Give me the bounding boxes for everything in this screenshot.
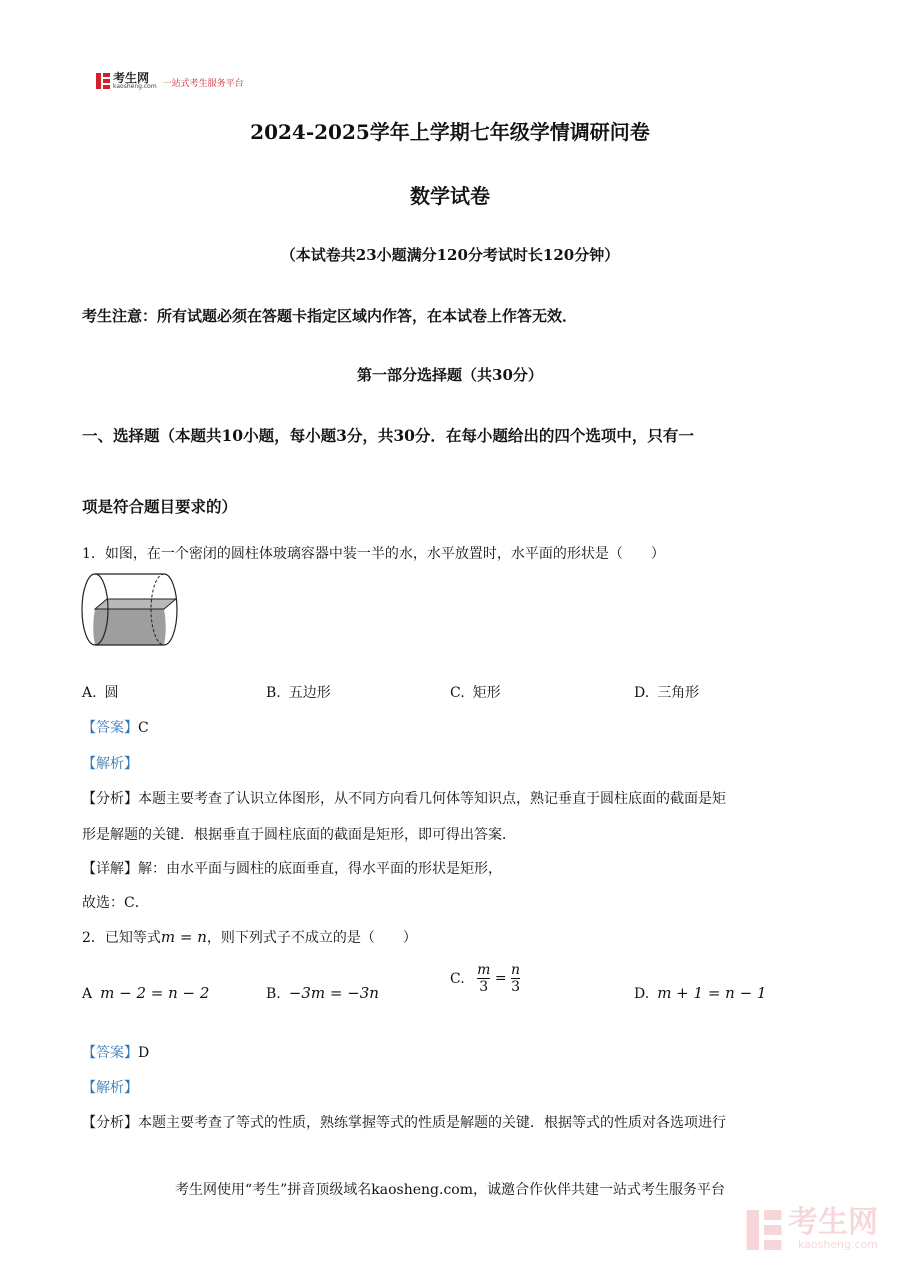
q2-analysis-tag: 【解析】 <box>82 1080 138 1096</box>
exam-title: 2024-2025学年上学期七年级学情调研问卷 <box>250 120 650 144</box>
fraction-n-over-3: $\frac{n}{3}$ <box>511 962 521 996</box>
q2-option-a: A m − 2 = n − 2 <box>82 984 210 1002</box>
watermark-name: 考生网 <box>788 1205 878 1240</box>
q1-fenxi-line1: 【分析】本题主要考查了认识立体图形，从不同方向看几何体等知识点，熟记垂直于圆柱底面的截面是矩 <box>82 791 726 807</box>
section-heading-line2: 项是符合题目要求的） <box>82 497 238 516</box>
q1-option-a: A. 圆 <box>82 685 119 701</box>
subject-title: 数学试卷 <box>410 184 490 208</box>
q2-option-c: C. $\frac{m}{3}$ = $\frac{n}{3}$ <box>450 962 521 996</box>
kaosheng-logo-icon <box>96 73 110 89</box>
exam-info: （本试卷共23小题满分120分考试时长120分钟） <box>280 246 620 264</box>
q1-option-d: D. 三角形 <box>634 685 700 701</box>
watermark <box>746 1205 878 1251</box>
q1-option-b: B. 五边形 <box>266 685 331 701</box>
q2-stem: 2．已知等式m = n，则下列式子不成立的是（ ） <box>82 928 417 946</box>
section-heading-line1: 一、选择题（本题共10小题，每小题3分，共30分．在每小题给出的四个选项中，只有一 <box>82 426 694 445</box>
page-footer: 考生网使用“考生”拼音顶级域名kaosheng.com，诚邀合作伙伴共建一站式考生服务平台 <box>174 1182 726 1198</box>
q2-option-b: B. −3m = −3n <box>266 984 379 1002</box>
q2-option-d: D. m + 1 = n − 1 <box>634 984 767 1002</box>
exam-notice: 考生注意：所有试题必须在答题卡指定区域内作答，在本试卷上作答无效． <box>82 307 578 325</box>
part-title: 第一部分选择题（共30分） <box>357 366 543 384</box>
q1-detail: 【详解】解：由水平面与圆柱的底面垂直，得水平面的形状是矩形， <box>82 861 502 877</box>
site-logo <box>96 72 244 90</box>
logo-slogan: 一站式考生服务平台 <box>162 78 244 89</box>
q1-choose: 故选：C． <box>82 895 149 911</box>
cylinder-figure <box>80 572 182 648</box>
q1-analysis-tag: 【解析】 <box>82 756 138 772</box>
watermark-domain: kaosheng.com <box>797 1238 878 1251</box>
q1-stem: 1．如图，在一个密闭的圆柱体玻璃容器中装一半的水，水平放置时，水平面的形状是（ ） <box>82 546 665 562</box>
q2-answer: 【答案】D <box>82 1045 150 1061</box>
q1-option-c: C. 矩形 <box>450 685 501 701</box>
q1-fenxi-line2: 形是解题的关键．根据垂直于圆柱底面的截面是矩形，即可得出答案． <box>82 827 516 843</box>
q2-stem-equation: m = n <box>160 928 207 946</box>
q2-fenxi-line1: 【分析】本题主要考查了等式的性质，熟练掌握等式的性质是解题的关键．根据等式的性质对各选项进行 <box>82 1115 726 1131</box>
answer-tag: 【答案】 <box>82 720 138 736</box>
fraction-m-over-3: $\frac{m}{3}$ <box>477 962 491 996</box>
q1-answer: 【答案】C <box>82 720 149 736</box>
logo-name: 考生网 <box>113 71 150 85</box>
logo-domain: kaosheng.com <box>113 83 157 90</box>
watermark-logo-icon <box>746 1210 782 1250</box>
